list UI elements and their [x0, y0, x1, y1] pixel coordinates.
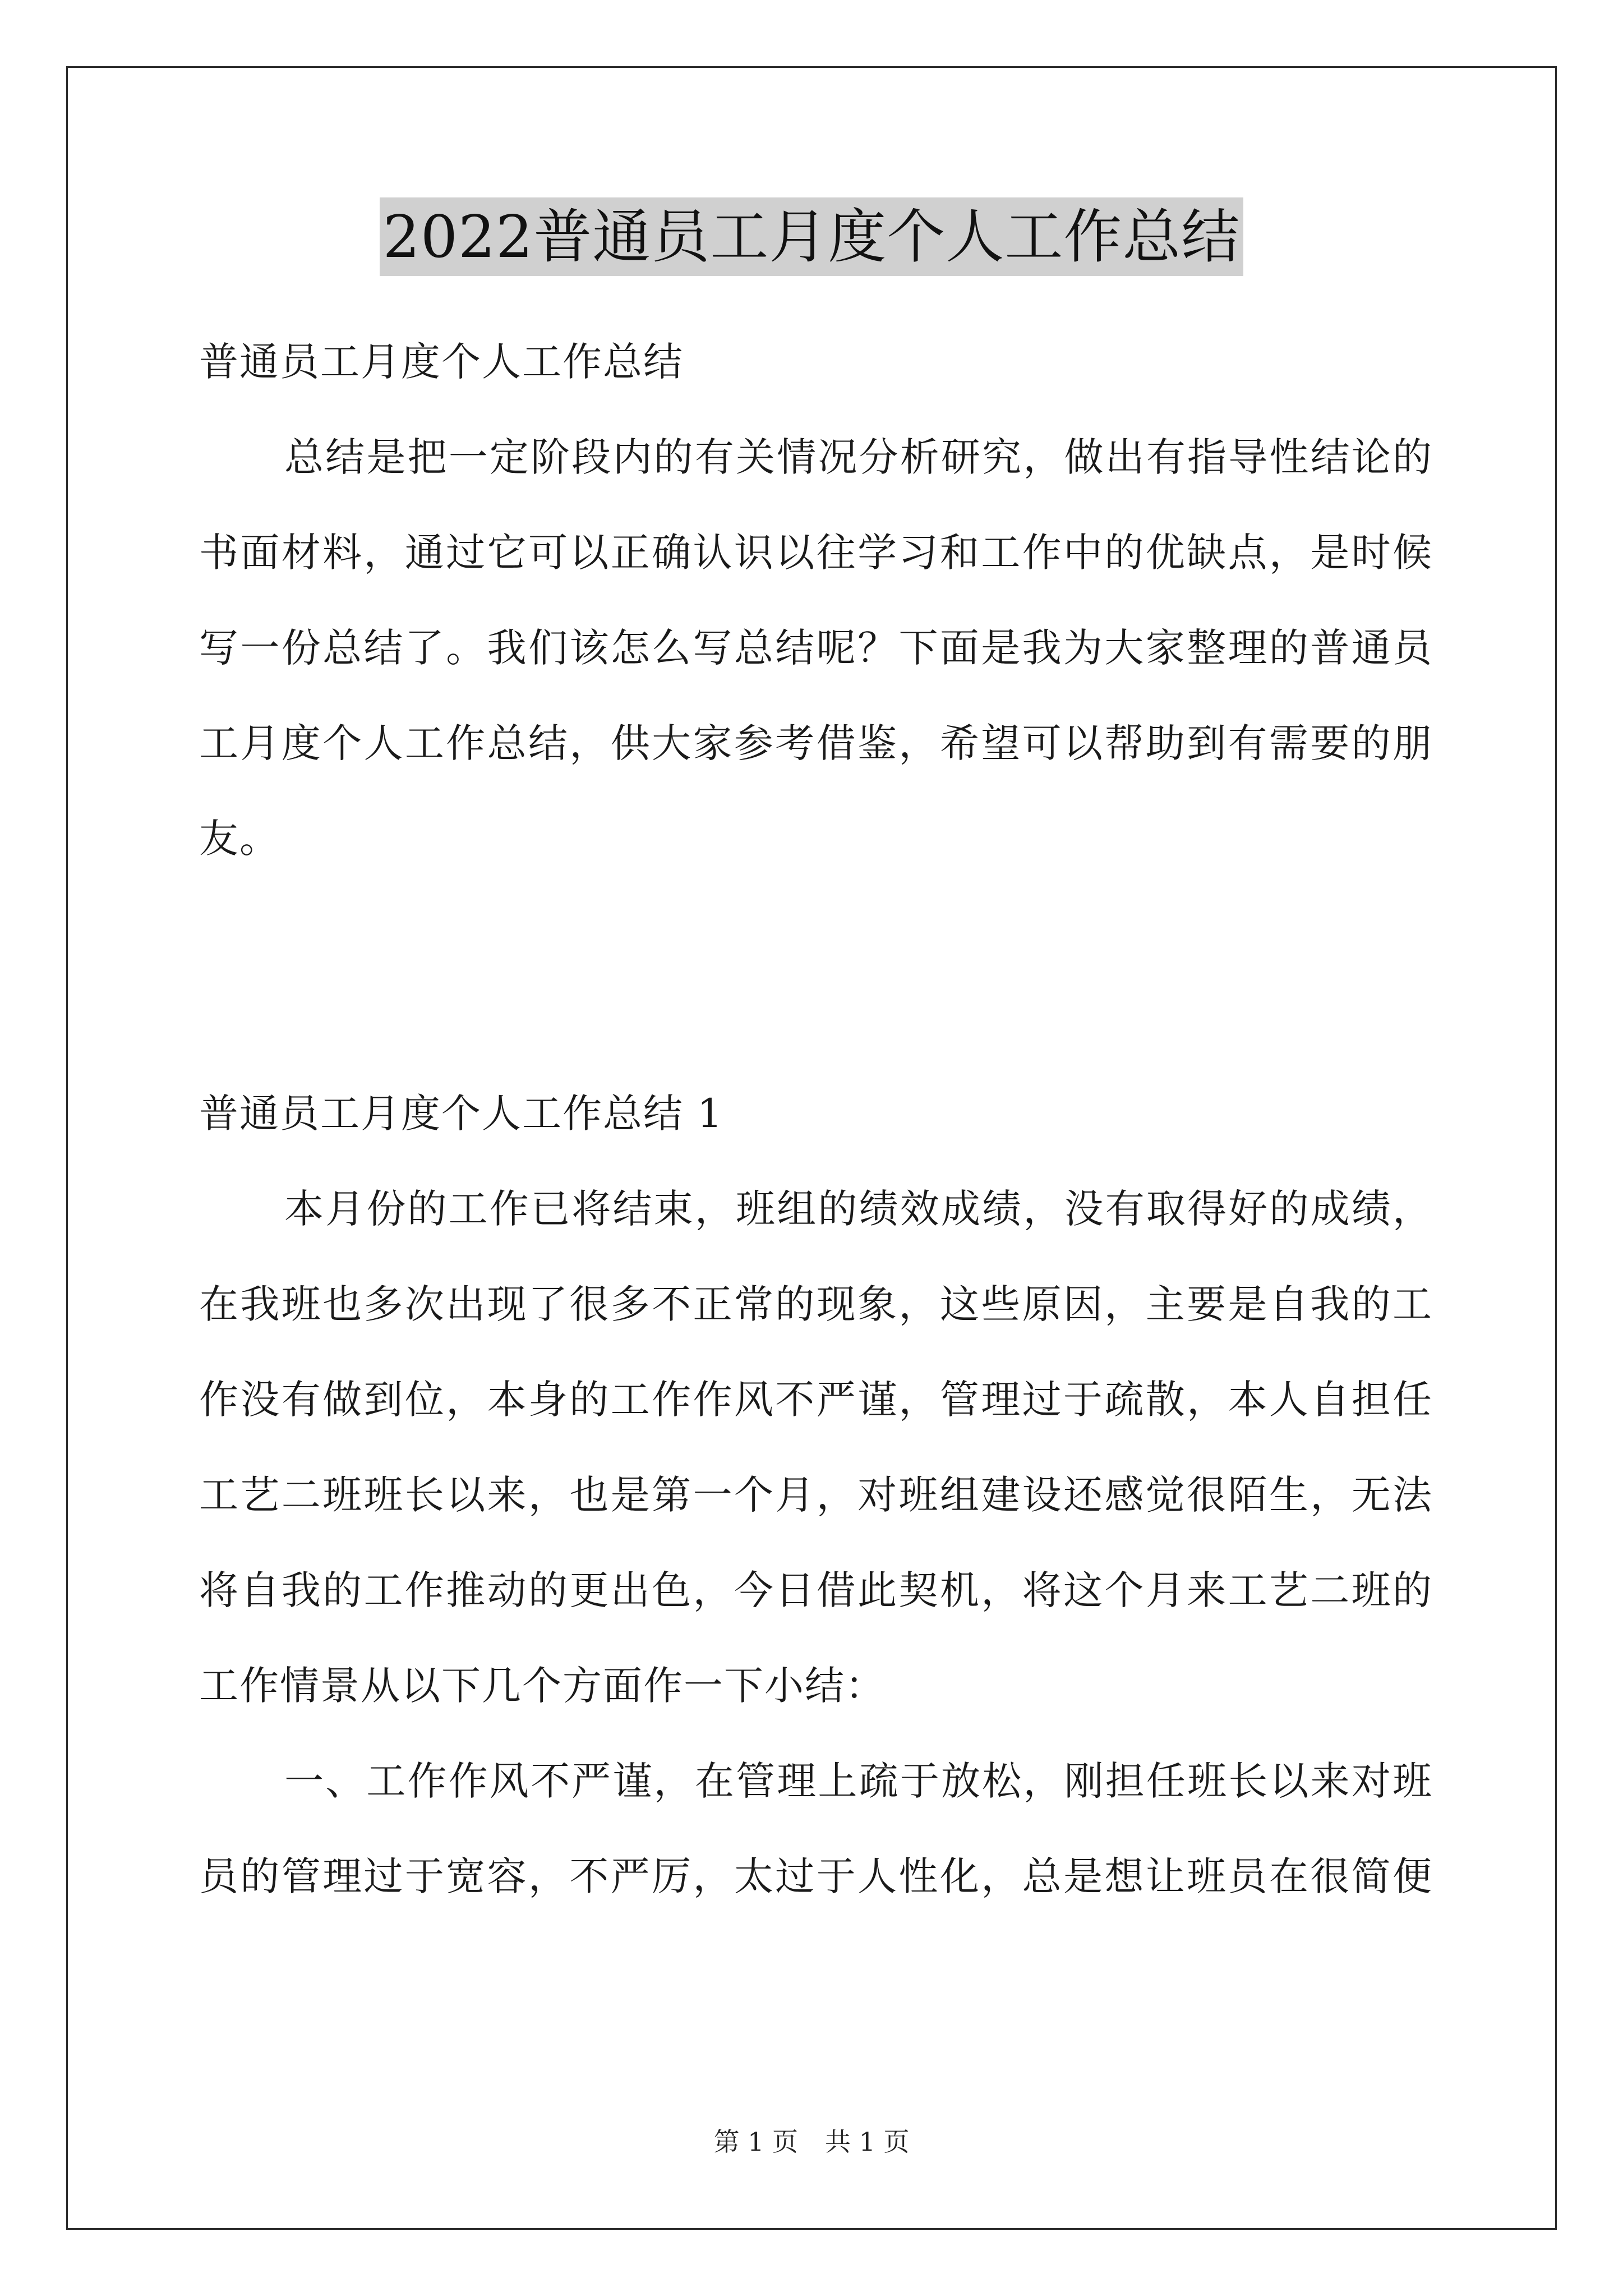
page-number-current: 第 1 页 [713, 2127, 798, 2157]
paragraph-line: 工艺二班班长以来，也是第一个月，对班组建设还感觉很陌生，无法 [199, 1472, 1433, 1518]
paragraph-line: 友。 [199, 816, 280, 862]
document-title: 2022普通员工月度个人工作总结 [380, 197, 1244, 276]
paragraph-line: 书面材料，通过它可以正确认识以往学习和工作中的优缺点，是时候 [199, 530, 1433, 576]
paragraph-line: 作没有做到位，本身的工作作风不严谨，管理过于疏散，本人自担任 [199, 1377, 1433, 1423]
paragraph-line: 员的管理过于宽容，不严厉，太过于人性化，总是想让班员在很简便 [199, 1853, 1433, 1899]
document-body [199, 314, 1433, 1924]
paragraph-line: 将自我的工作推动的更出色，今日借此契机，将这个月来工艺二班的 [199, 1567, 1433, 1613]
paragraph-line: 工月度个人工作总结，供大家参考借鉴，希望可以帮助到有需要的朋 [199, 720, 1433, 766]
paragraph-line: 在我班也多次出现了很多不正常的现象，这些原因，主要是自我的工 [199, 1281, 1433, 1327]
page-footer [0, 2125, 1623, 2159]
title-container [0, 197, 1623, 276]
page-number-total: 共 1 页 [825, 2127, 910, 2157]
section-heading: 普通员工月度个人工作总结 [199, 339, 684, 385]
paragraph-line: 一、工作作风不严谨，在管理上疏于放松，刚担任班长以来对班 [284, 1758, 1433, 1804]
section-spacer [199, 886, 1433, 1066]
paragraph-line: 总结是把一定阶段内的有关情况分析研究，做出有指导性结论的 [284, 434, 1433, 480]
paragraph-line: 本月份的工作已将结束，班组的绩效成绩，没有取得好的成绩， [284, 1186, 1433, 1232]
paragraph-line: 工作情景从以下几个方面作一下小结： [199, 1663, 886, 1709]
paragraph-line: 写一份总结了。我们该怎么写总结呢？下面是我为大家整理的普通员 [199, 625, 1433, 671]
section-heading: 普通员工月度个人工作总结 1 [199, 1091, 723, 1137]
